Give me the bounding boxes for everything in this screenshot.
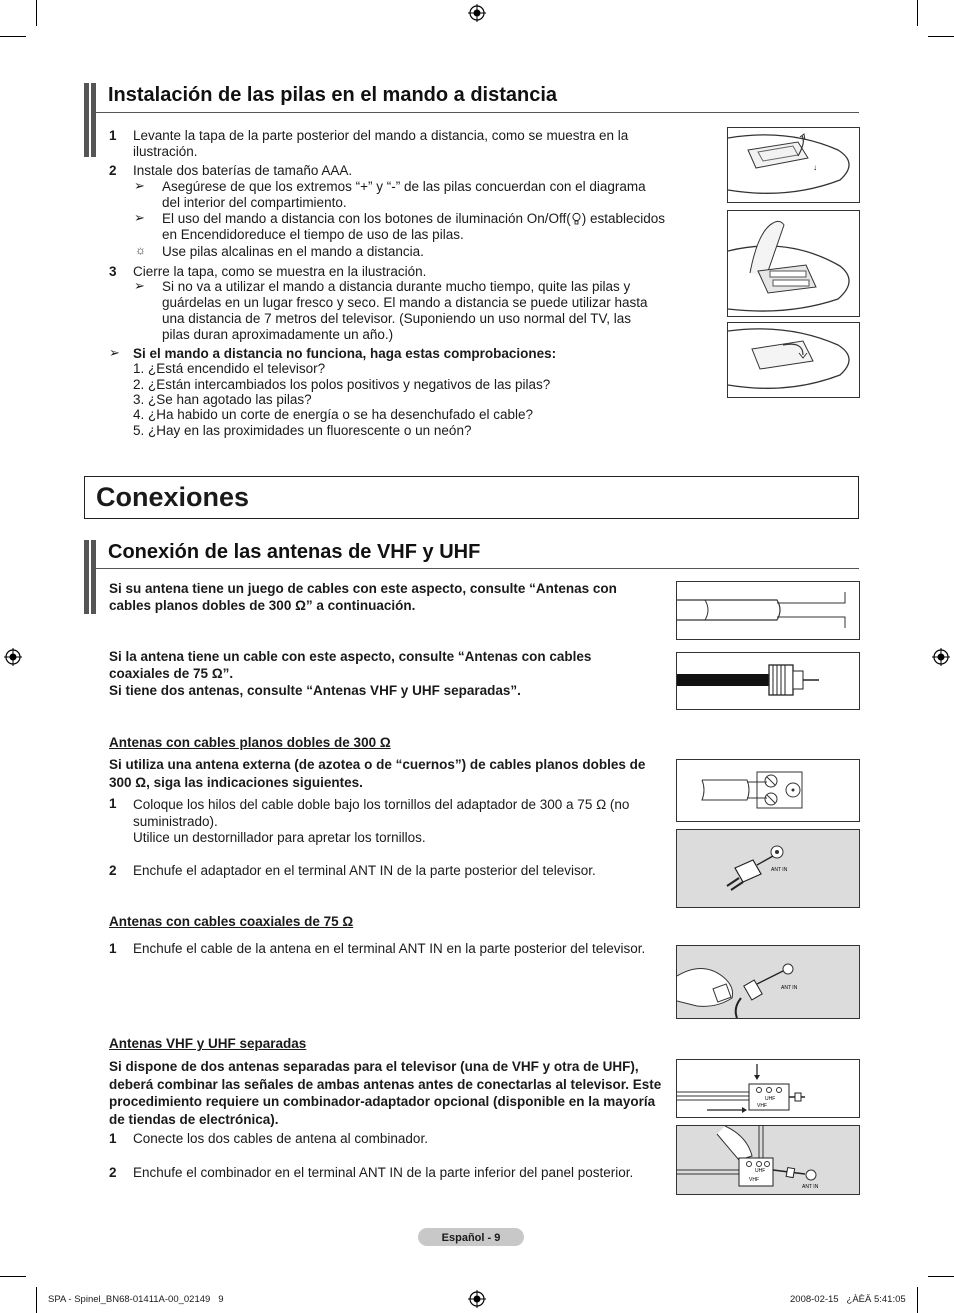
ant-in-label: ANT IN [771, 867, 788, 873]
figure-remote-batteries [727, 210, 860, 317]
step-text: Enchufe el combinador en el terminal ANT IN de la parte inferior del panel posterior. [133, 1165, 634, 1180]
intro-separate: Si tiene dos antenas, consulte “Antenas VHF y UHF separadas”. [109, 683, 521, 698]
intro-twin-lead: Si su antena tiene un juego de cables con este aspecto, consulte “Antenas con cables planos dobles de 300 Ω” a continuación. [109, 581, 617, 613]
page-number-label: Español - 9 [441, 1232, 501, 1244]
ant-in-label: ANT IN [802, 1184, 819, 1190]
section-title-antennas: Conexión de las antenas de VHF y UHF [108, 541, 481, 563]
note-arrow-icon: ➢ [134, 178, 145, 193]
page-number-badge [418, 1228, 524, 1246]
ant-in-label: ANT IN [781, 985, 798, 991]
step-number: 1 [109, 128, 117, 143]
note-text-part: ) establecidos en Encendidoreduce el tiempo de uso de las pilas. [162, 211, 666, 242]
svg-text:↓: ↓ [813, 163, 817, 172]
check-item: 2. ¿Están intercambiados los polos positivos y negativos de las pilas? [133, 377, 551, 392]
step-number: 1 [109, 1131, 117, 1146]
trim-mark [36, 0, 37, 26]
step-text: Instale dos baterías de tamaño AAA. [133, 163, 353, 178]
subsection-title-300ohm: Antenas con cables planos dobles de 300 Ω [109, 735, 391, 750]
step-text: Utilice un destornillador para apretar los tornillos. [133, 830, 426, 845]
section-marker [84, 540, 96, 614]
trim-mark [36, 1287, 37, 1313]
step-text: Enchufe el adaptador en el terminal ANT IN de la parte posterior del televisor. [133, 863, 596, 878]
figure-combiner-inputs [676, 1059, 860, 1118]
section-title-batteries: Instalación de las pilas en el mando a distancia [108, 84, 558, 106]
step-number: 2 [109, 863, 117, 878]
figure-coaxial-to-antin [676, 945, 860, 1019]
subsection-title-75ohm: Antenas con cables coaxiales de 75 Ω [109, 914, 354, 929]
note-text: Use pilas alcalinas en el mando a distancia. [162, 244, 424, 259]
figure-combiner-to-antin [676, 1125, 860, 1195]
chapter-title: Conexiones [96, 482, 250, 512]
trim-mark [917, 1287, 918, 1313]
figure-adapter-to-antin [676, 829, 860, 908]
uhf-label: UHF [765, 1096, 776, 1102]
trim-mark [0, 36, 26, 37]
subsection-lead: Si dispone de dos antenas separadas para el televisor (una de VHF y otra de UHF), deberá combinar las señales de ambas antenas antes de conectarlas al televisor. Este procedimiento requiere un combinador-adaptador opcional (disponible en la mayoría de tiendas de electrónica). [109, 1059, 662, 1127]
step-number: 2 [109, 1165, 117, 1180]
note-text [162, 211, 667, 243]
check-item: 5. ¿Hay en las proximidades un fluorescente o un neón? [133, 423, 472, 438]
check-item: 4. ¿Ha habido un corte de energía o se ha desenchufado el cable? [133, 407, 534, 422]
trim-mark [928, 36, 954, 37]
step-text: Levante la tapa de la parte posterior del mando a distancia, como se muestra en la ilustración. [133, 128, 629, 159]
note-arrow-icon: ➢ [134, 278, 145, 293]
trim-mark [928, 1276, 954, 1277]
note-text: Asegúrese de que los extremos “+” y “-” de las pilas concuerdan con el diagrama del interior del compartimiento. [162, 179, 646, 210]
step-number: 2 [109, 163, 117, 178]
footer-file-info: SPA - Spinel_BN68-01411A-00_02149 9 [48, 1294, 224, 1305]
check-title: Si el mando a distancia no funciona, haga estas comprobaciones: [133, 346, 557, 361]
registration-mark-icon [4, 648, 22, 666]
check-item: 3. ¿Se han agotado las pilas? [133, 392, 312, 407]
subsection-title-separate: Antenas VHF y UHF separadas [109, 1036, 307, 1051]
step-text: Cierre la tapa, como se muestra en la ilustración. [133, 264, 427, 279]
note-arrow-icon: ➢ [109, 345, 120, 360]
vhf-label: VHF [749, 1177, 759, 1183]
figure-remote-open-cover [727, 127, 860, 203]
step-text: Conecte los dos cables de antena al combinador. [133, 1131, 428, 1146]
step-number: 1 [109, 941, 117, 956]
footer-date: 2008-02-15 ¿ÀÈÄ 5:41:05 [790, 1294, 906, 1305]
figure-300-75-adapter [676, 759, 860, 822]
light-bulb-icon [571, 212, 582, 225]
note-text-part: El uso del mando a distancia con los botones de iluminación On/Off( [162, 211, 571, 226]
registration-mark-icon [932, 648, 950, 666]
figure-remote-close-cover [727, 322, 860, 398]
registration-mark-icon [468, 4, 486, 22]
section-rule [96, 568, 859, 569]
step-number: 3 [109, 264, 117, 279]
vhf-label: VHF [757, 1103, 767, 1109]
note-text: Si no va a utilizar el mando a distancia durante mucho tiempo, quite las pilas y guárdelas en un lugar fresco y seco. El mando a distancia se puede utilizar hasta una distancia de 7 metros del televisor. (Suponiendo un uso normal del TV, las pilas duran aproximadamente un año.) [162, 279, 648, 342]
intro-coaxial: Si la antena tiene un cable con este aspecto, consulte “Antenas con cables coaxiales de 75 Ω”. [109, 649, 592, 681]
chapter-header-box [84, 476, 859, 519]
section-marker [84, 83, 96, 157]
step-text: Enchufe el cable de la antena en el terminal ANT IN en la parte posterior del televisor. [133, 941, 646, 956]
figure-coaxial-cable [676, 652, 860, 710]
note-arrow-icon: ➢ [134, 210, 145, 225]
registration-mark-icon [468, 1290, 486, 1308]
trim-mark [0, 1276, 26, 1277]
check-item: 1. ¿Está encendido el televisor? [133, 361, 326, 376]
subsection-lead: Si utiliza una antena externa (de azotea o de “cuernos”) de cables planos dobles de 300 Ω, siga las indicaciones siguientes. [109, 757, 646, 790]
figure-twin-lead-cable [676, 581, 860, 640]
tip-sun-icon: ☼ [135, 243, 146, 257]
trim-mark [917, 0, 918, 26]
step-text: Coloque los hilos del cable doble bajo los tornillos del adaptador de 300 a 75 Ω (no suministrado). [133, 797, 630, 829]
step-number: 1 [109, 796, 117, 811]
section-rule [96, 112, 859, 113]
uhf-label: UHF [755, 1168, 766, 1174]
